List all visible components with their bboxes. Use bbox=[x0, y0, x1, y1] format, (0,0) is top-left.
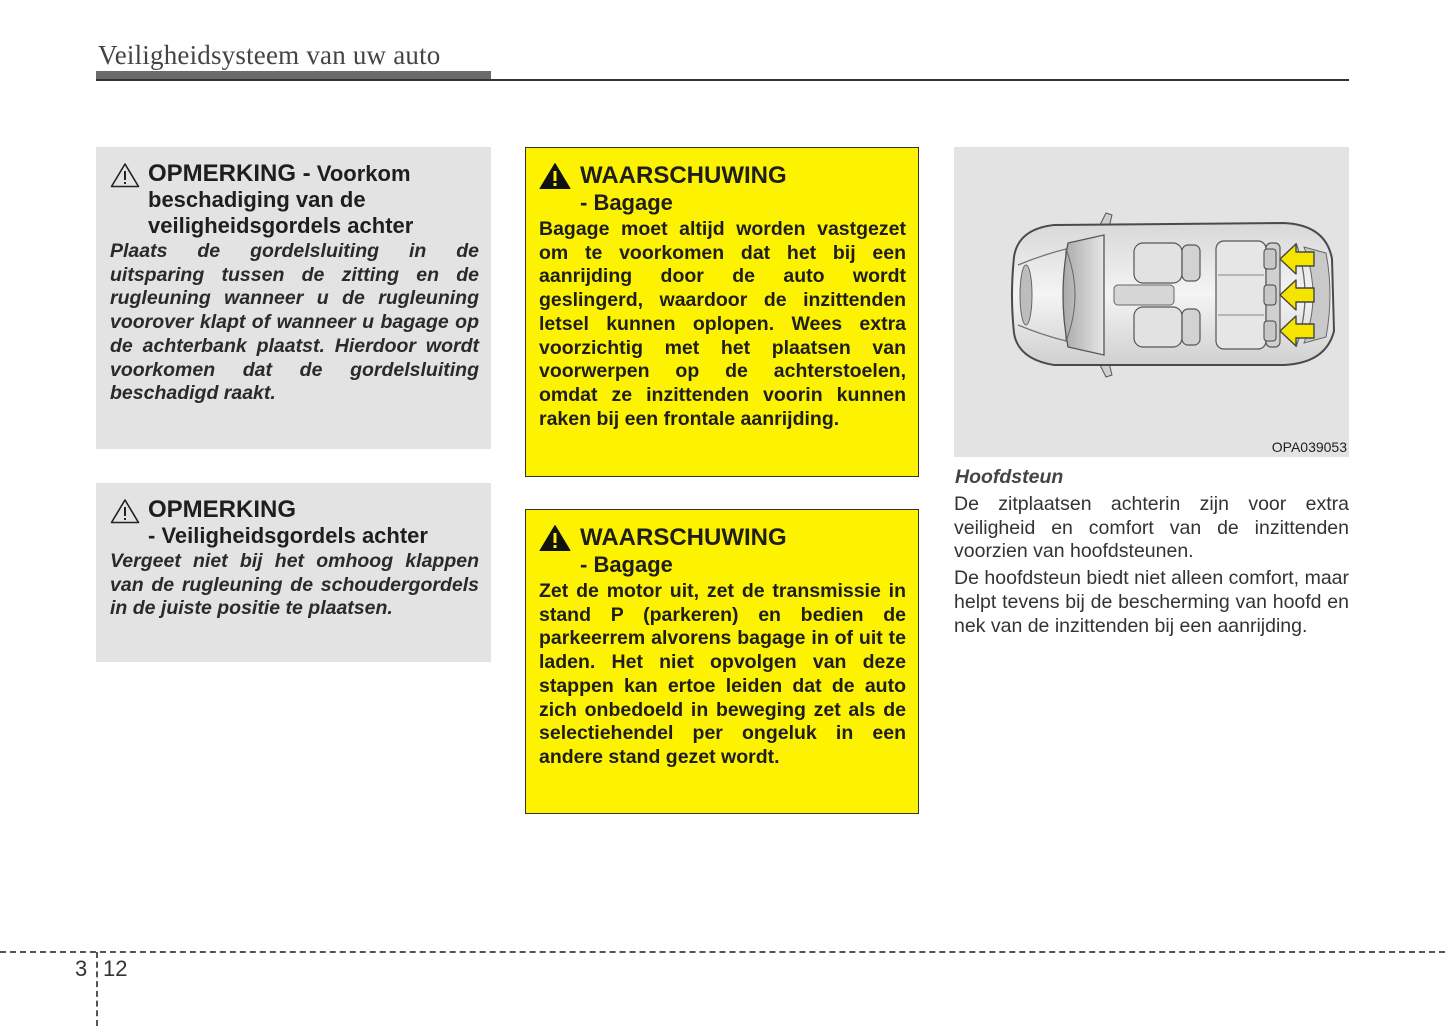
section-title-headrest: Hoofdsteun bbox=[955, 466, 1064, 488]
warning-triangle-icon bbox=[539, 524, 571, 552]
page-number: 12 bbox=[103, 956, 128, 981]
warning-title: WAARSCHUWING bbox=[580, 162, 787, 189]
warning-body: Bagage moet altijd worden vastgezet om te voorkomen dat het bij een aanrijding door de auto wordt geslingerd, waardoor de inzittenden letsel kunnen oplopen. Wees extra voorzichtig met het plaatsen van voorwerpen op de achterstoelen, omdat ze inzittenden voorin kunnen raken bij een frontale aanrijding. bbox=[539, 218, 906, 430]
caution-triangle-icon bbox=[110, 162, 140, 188]
figure-code: OPA039053 bbox=[1271, 439, 1347, 455]
note-body: Vergeet niet bij het omhoog klappen van de rugleuning de schoudergordels in de juiste positie te plaatsen. bbox=[110, 550, 479, 620]
car-top-view-illustration bbox=[954, 147, 1349, 437]
section-body-headrest bbox=[954, 493, 1349, 641]
note-subtitle-line: beschadiging van de bbox=[148, 187, 366, 212]
chapter-number: 3 bbox=[75, 956, 88, 981]
footer-dashed-rule bbox=[0, 951, 1445, 953]
warning-subtitle: - Bagage bbox=[580, 552, 673, 577]
warning-triangle-icon bbox=[539, 162, 571, 190]
warning-box-luggage-secure bbox=[525, 147, 919, 477]
page-header-title: Veiligheidsysteem van uw auto bbox=[98, 40, 441, 70]
warning-box-luggage-loading bbox=[525, 509, 919, 814]
note-box-seatbelt-damage bbox=[96, 147, 491, 449]
header-rule-thin bbox=[96, 79, 1349, 81]
footer-dashed-divider bbox=[96, 952, 98, 1026]
paragraph: De zitplaatsen achterin zijn voor extra veiligheid en comfort van de inzittenden voorzien van hoofdsteunen. bbox=[954, 493, 1349, 563]
note-subtitle-line: veiligheidsgordels achter bbox=[148, 213, 414, 238]
note-title: OPMERKING - Voorkom bbox=[148, 160, 411, 187]
warning-body: Zet de motor uit, zet de transmissie in stand P (parkeren) en bedien de parkeerrem alvorens bagage in of uit te laden. Het niet opvolgen van deze stappen kan ertoe leiden dat de auto zich onbedoeld in beweging zet als de selectiehendel per ongeluk in een andere stand gezet wordt. bbox=[539, 580, 906, 768]
note-box-rear-seatbelts bbox=[96, 483, 491, 662]
note-title: OPMERKING bbox=[148, 496, 297, 523]
warning-subtitle: - Bagage bbox=[580, 190, 673, 215]
header-rule-thick bbox=[96, 71, 491, 79]
car-headrest-figure bbox=[954, 147, 1349, 457]
paragraph: De hoofdsteun biedt niet alleen comfort, maar helpt tevens bij de bescherming van hoofd en nek van de inzittenden bij een aanrijding. bbox=[954, 567, 1349, 637]
note-subtitle: - Veiligheidsgordels achter bbox=[148, 523, 428, 548]
caution-triangle-icon bbox=[110, 498, 140, 524]
warning-title: WAARSCHUWING bbox=[580, 524, 787, 551]
note-body: Plaats de gordelsluiting in de uitsparing tussen de zitting en de rugleuning wanneer u de rugleuning voorover klapt of wanneer u bagage op de achterbank plaatst. Hierdoor wordt voorkomen dat de gordelsluiting beschadigd raakt. bbox=[110, 240, 479, 405]
